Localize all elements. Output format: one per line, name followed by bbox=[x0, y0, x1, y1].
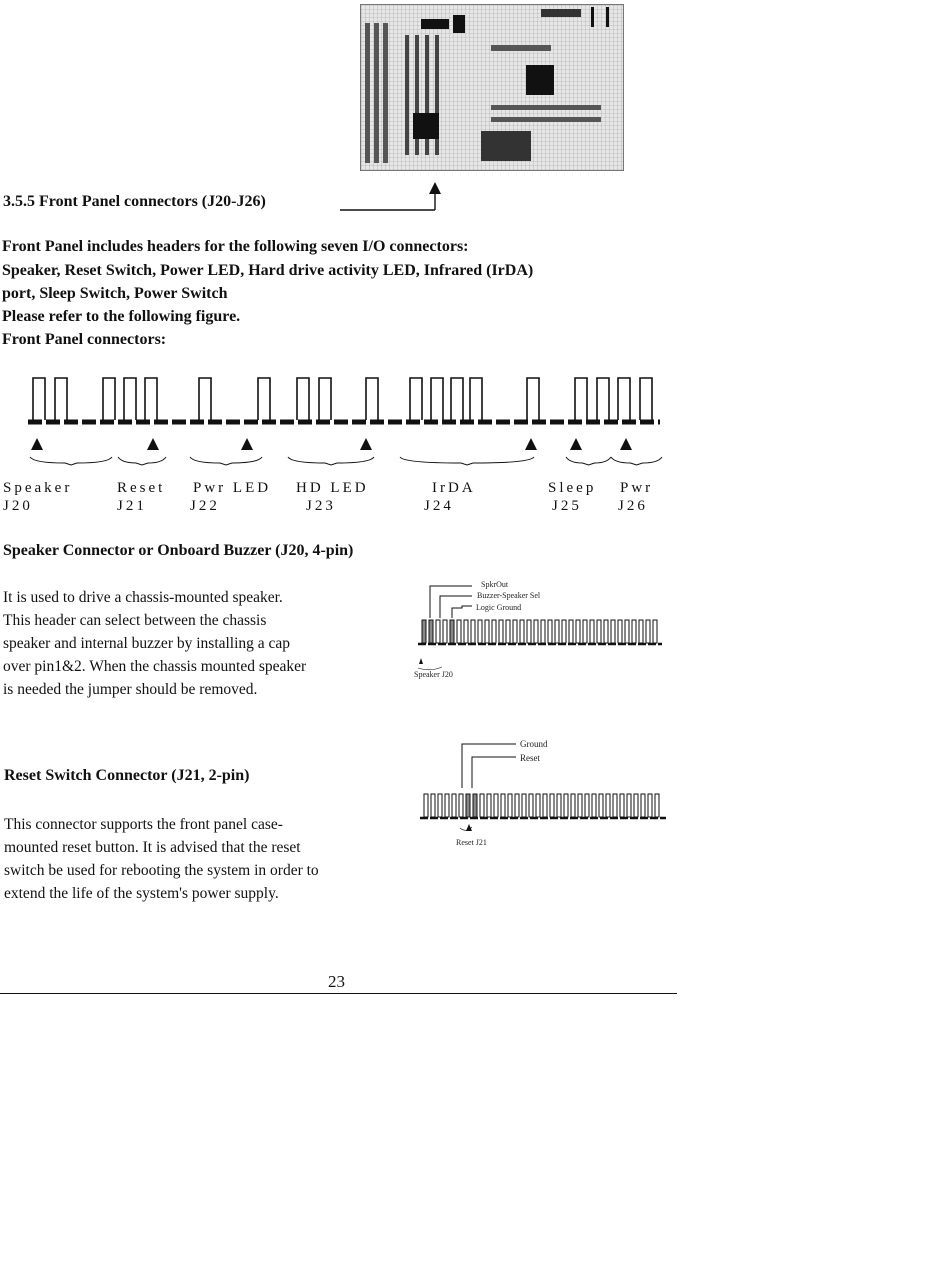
reset-pin bbox=[620, 794, 624, 817]
reset-pin bbox=[459, 794, 463, 817]
header-pin bbox=[527, 378, 539, 420]
logic-ground-leader bbox=[452, 606, 472, 618]
group-brace bbox=[288, 457, 374, 465]
reset-line-4: extend the life of the system's power supply. bbox=[4, 885, 279, 902]
header-pin bbox=[145, 378, 157, 420]
speaker-pin bbox=[576, 620, 580, 643]
reset-pin-label-2: Reset bbox=[520, 753, 540, 763]
reset-pin bbox=[501, 794, 505, 817]
speaker-pin-label-1: SpkrOut bbox=[481, 580, 509, 589]
speaker-pin bbox=[562, 620, 566, 643]
reset-pin bbox=[599, 794, 603, 817]
buzzer-sel-leader bbox=[440, 596, 472, 618]
reset-pin bbox=[508, 794, 512, 817]
speaker-pin bbox=[597, 620, 601, 643]
reset-pin bbox=[466, 794, 470, 817]
reset-title: Reset Switch Connector (J21, 2-pin) bbox=[4, 767, 250, 784]
header-pin bbox=[575, 378, 587, 420]
reset-pin bbox=[452, 794, 456, 817]
reset-pin bbox=[564, 794, 568, 817]
pin1-marker bbox=[525, 438, 537, 450]
intro-line-2: Speaker, Reset Switch, Power LED, Hard drive activity LED, Infrared (IrDA) bbox=[2, 262, 534, 279]
pin1-marker bbox=[147, 438, 159, 450]
motherboard-drawing bbox=[361, 5, 623, 170]
intro-line-3: port, Sleep Switch, Power Switch bbox=[2, 285, 228, 302]
front-panel-header-diagram bbox=[0, 372, 680, 467]
reset-pin bbox=[627, 794, 631, 817]
group-brace bbox=[190, 457, 262, 465]
pin1-marker bbox=[360, 438, 372, 450]
speaker-pin bbox=[457, 620, 461, 643]
header-pin bbox=[618, 378, 630, 420]
speaker-pin-label-3: Logic Ground bbox=[476, 603, 522, 612]
header-pin bbox=[33, 378, 45, 420]
label-reset: Reset bbox=[117, 480, 166, 496]
header-pin bbox=[366, 378, 378, 420]
reset-leader bbox=[472, 757, 516, 788]
speaker-pin-label-2: Buzzer-Speaker Sel bbox=[477, 591, 541, 600]
reset-line-3: switch be used for rebooting the system in order to bbox=[4, 862, 319, 879]
speaker-pin bbox=[541, 620, 545, 643]
reset-caption: Reset J21 bbox=[456, 838, 487, 847]
reset-pin bbox=[592, 794, 596, 817]
speaker-pin bbox=[429, 620, 433, 643]
speaker-line-3: speaker and internal buzzer by installing a cap bbox=[3, 635, 291, 652]
header-pin bbox=[199, 378, 211, 420]
speaker-pin bbox=[639, 620, 643, 643]
header-pin bbox=[55, 378, 67, 420]
reset-pin bbox=[634, 794, 638, 817]
reset-pin bbox=[585, 794, 589, 817]
pin1-marker bbox=[31, 438, 43, 450]
label-j24: J24 bbox=[424, 498, 454, 514]
label-j21: J21 bbox=[117, 498, 147, 514]
reset-pin bbox=[648, 794, 652, 817]
speaker-line-1: It is used to drive a chassis-mounted speaker. bbox=[3, 589, 283, 606]
reset-pin bbox=[431, 794, 435, 817]
footer-rule bbox=[0, 993, 677, 994]
speaker-line-4: over pin1&2. When the chassis mounted speaker bbox=[3, 658, 307, 675]
header-pin bbox=[319, 378, 331, 420]
speaker-pin bbox=[464, 620, 468, 643]
speaker-pin bbox=[527, 620, 531, 643]
speaker-pin bbox=[604, 620, 608, 643]
speaker-pin bbox=[625, 620, 629, 643]
speaker-pin bbox=[618, 620, 622, 643]
speaker-pin bbox=[443, 620, 447, 643]
header-pin bbox=[470, 378, 482, 420]
speaker-pin bbox=[583, 620, 587, 643]
header-pin bbox=[258, 378, 270, 420]
label-hd-led: HD LED bbox=[296, 480, 369, 496]
speaker-pin bbox=[436, 620, 440, 643]
speaker-pin bbox=[513, 620, 517, 643]
speaker-pin bbox=[569, 620, 573, 643]
motherboard-layout-image bbox=[360, 4, 624, 171]
intro-line-1: Front Panel includes headers for the following seven I/O connectors: bbox=[2, 238, 469, 255]
speaker-pin bbox=[653, 620, 657, 643]
speaker-pin bbox=[555, 620, 559, 643]
reset-pin bbox=[424, 794, 428, 817]
speaker-pin bbox=[590, 620, 594, 643]
speaker-pin-row bbox=[418, 620, 662, 644]
reset-pin bbox=[641, 794, 645, 817]
label-j22: J22 bbox=[190, 498, 220, 514]
header-pin bbox=[103, 378, 115, 420]
intro-line-4: Please refer to the following figure. bbox=[2, 308, 241, 325]
spkrout-leader bbox=[430, 586, 472, 618]
speaker-pin bbox=[499, 620, 503, 643]
speaker-line-5: is needed the jumper should be removed. bbox=[3, 681, 258, 698]
header-pin bbox=[451, 378, 463, 420]
intro-line-5: Front Panel connectors: bbox=[2, 331, 167, 348]
group-brace bbox=[400, 457, 534, 465]
pin1-marker bbox=[570, 438, 582, 450]
label-j23: J23 bbox=[306, 498, 336, 514]
label-pwr-led: Pwr LED bbox=[193, 480, 272, 496]
header-pin bbox=[410, 378, 422, 420]
reset-pin bbox=[606, 794, 610, 817]
speaker-pin bbox=[632, 620, 636, 643]
reset-pin bbox=[515, 794, 519, 817]
speaker-pin bbox=[492, 620, 496, 643]
speaker-title: Speaker Connector or Onboard Buzzer (J20, 4-pin) bbox=[3, 542, 354, 559]
section-title: 3.5.5 Front Panel connectors (J20-J26) bbox=[3, 193, 266, 210]
speaker-pin bbox=[485, 620, 489, 643]
header-pin bbox=[431, 378, 443, 420]
reset-pin-diagram bbox=[420, 738, 670, 848]
reset-pin bbox=[571, 794, 575, 817]
reset-pin bbox=[445, 794, 449, 817]
ground-leader bbox=[462, 744, 516, 788]
speaker-pin bbox=[646, 620, 650, 643]
speaker-pin bbox=[422, 620, 426, 643]
reset-pin bbox=[480, 794, 484, 817]
group-brace bbox=[30, 457, 112, 465]
page-number: 23 bbox=[328, 972, 345, 991]
reset-pin bbox=[578, 794, 582, 817]
speaker-pin bbox=[548, 620, 552, 643]
speaker-pin bbox=[520, 620, 524, 643]
speaker-pin bbox=[534, 620, 538, 643]
pin1-marker bbox=[620, 438, 632, 450]
reset-pin bbox=[438, 794, 442, 817]
reset-pin bbox=[655, 794, 659, 817]
speaker-pin bbox=[450, 620, 454, 643]
reset-pin bbox=[522, 794, 526, 817]
speaker-pin bbox=[506, 620, 510, 643]
reset-pin bbox=[529, 794, 533, 817]
label-j20: J20 bbox=[3, 498, 33, 514]
label-sleep: Sleep bbox=[548, 480, 597, 496]
speaker-pin bbox=[611, 620, 615, 643]
reset-line-2: mounted reset button. It is advised that the reset bbox=[4, 839, 301, 856]
header-pin bbox=[640, 378, 652, 420]
label-pwr: Pwr bbox=[620, 480, 654, 496]
label-irda: IrDA bbox=[432, 480, 476, 496]
speaker-pin bbox=[478, 620, 482, 643]
label-j26: J26 bbox=[618, 498, 648, 514]
reset-pin bbox=[543, 794, 547, 817]
header-pin bbox=[297, 378, 309, 420]
reset-pin bbox=[494, 794, 498, 817]
reset-pin bbox=[557, 794, 561, 817]
reset-pin bbox=[536, 794, 540, 817]
header-pin bbox=[124, 378, 136, 420]
speaker-caption: Speaker J20 bbox=[414, 670, 453, 679]
reset-pin bbox=[487, 794, 491, 817]
speaker-pin bbox=[471, 620, 475, 643]
pin1-marker bbox=[241, 438, 253, 450]
header-pin bbox=[597, 378, 609, 420]
reset-pin-label-1: Ground bbox=[520, 739, 548, 749]
speaker-marker bbox=[419, 658, 423, 664]
group-brace bbox=[611, 457, 662, 465]
label-speaker: Speaker bbox=[3, 480, 73, 496]
reset-pin-row bbox=[420, 794, 666, 818]
group-brace bbox=[118, 457, 166, 465]
location-arrow bbox=[340, 178, 450, 214]
reset-pin bbox=[613, 794, 617, 817]
reset-pin bbox=[550, 794, 554, 817]
reset-line-1: This connector supports the front panel case- bbox=[4, 816, 283, 833]
group-brace bbox=[566, 457, 611, 465]
label-j25: J25 bbox=[552, 498, 582, 514]
speaker-line-2: This header can select between the chassis bbox=[3, 612, 267, 629]
reset-pin bbox=[473, 794, 477, 817]
